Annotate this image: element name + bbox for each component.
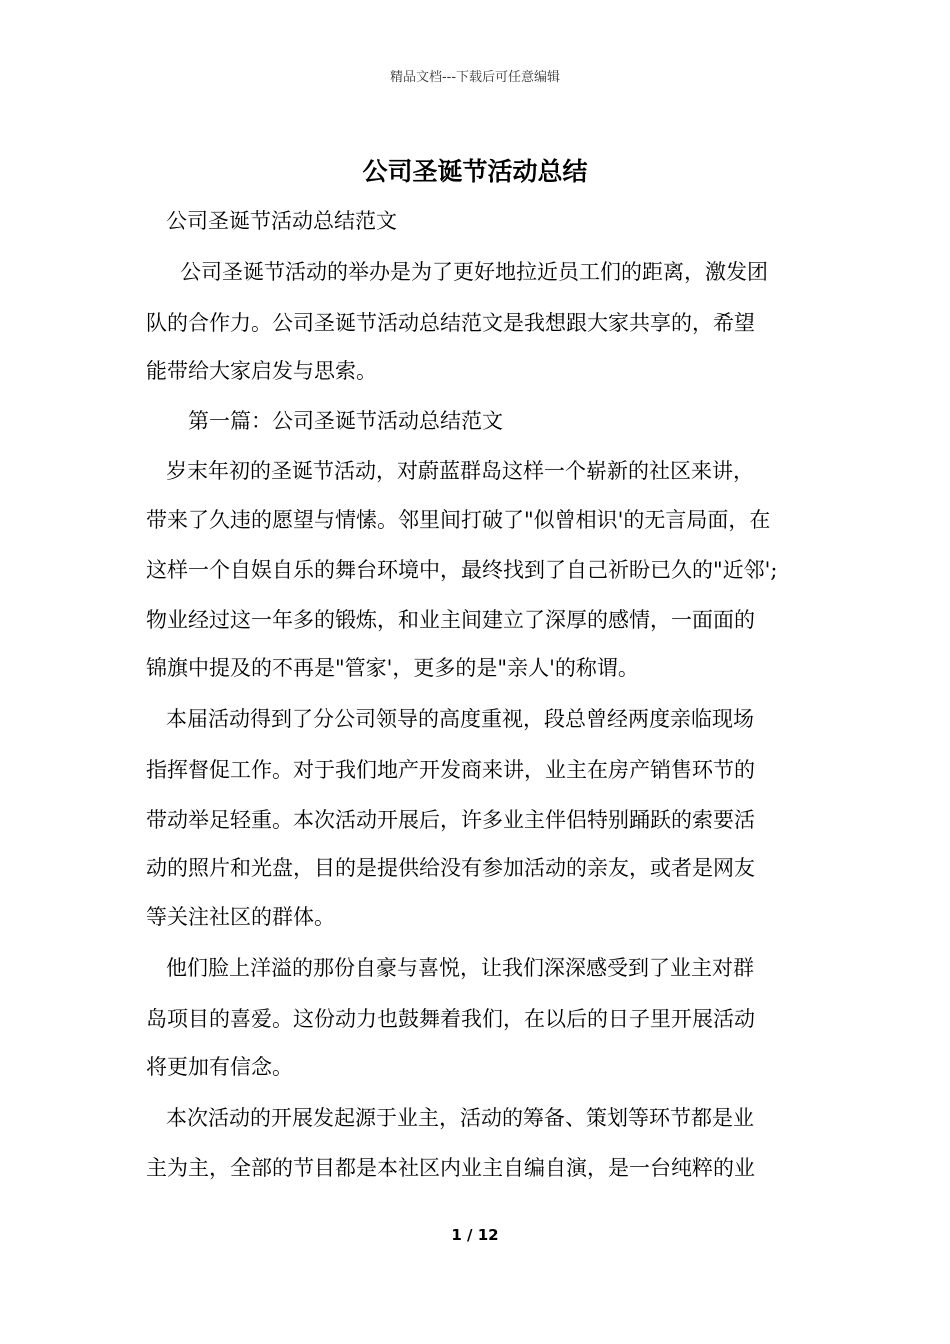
paragraph-line: 队的合作力。公司圣诞节活动总结范文是我想跟大家共享的，希望 xyxy=(146,311,755,335)
document-subtitle: 公司圣诞节活动总结范文 xyxy=(166,209,397,233)
paragraph-line: 将更加有信念。 xyxy=(146,1055,293,1079)
paragraph-line: 他们脸上洋溢的那份自豪与喜悦，让我们深深感受到了业主对群 xyxy=(166,956,754,980)
paragraph-line: 能带给大家启发与思索。 xyxy=(146,359,377,383)
section-heading: 第一篇：公司圣诞节活动总结范文 xyxy=(188,409,503,433)
paragraph-line: 锦旗中提及的不再是"管家'，更多的是"亲人'的称谓。 xyxy=(146,656,639,680)
paragraph-line: 等关注社区的群体。 xyxy=(146,905,335,929)
paragraph-line: 本届活动得到了分公司领导的高度重视，段总曾经两度亲临现场 xyxy=(166,707,754,731)
paragraph-line: 这样一个自娱自乐的舞台环境中，最终找到了自己祈盼已久的"近邻'; xyxy=(146,558,778,582)
paragraph-line: 主为主，全部的节目都是本社区内业主自编自演，是一台纯粹的业 xyxy=(146,1156,755,1180)
paragraph-line: 带来了久违的愿望与情愫。邻里间打破了"似曾相识'的无言局面，在 xyxy=(146,508,771,532)
paragraph-line: 动的照片和光盘，目的是提供给没有参加活动的亲友，或者是网友 xyxy=(146,856,755,880)
paragraph-line: 物业经过这一年多的锻炼，和业主间建立了深厚的感情，一面面的 xyxy=(146,608,755,632)
paragraph-line: 带动举足轻重。本次活动开展后，许多业主伴侣特别踊跃的索要活 xyxy=(146,808,755,832)
document-title: 公司圣诞节活动总结 xyxy=(362,157,588,186)
paragraph-line: 本次活动的开展发起源于业主，活动的筹备、策划等环节都是业 xyxy=(166,1106,754,1130)
paragraph-line: 指挥督促工作。对于我们地产开发商来讲，业主在房产销售环节的 xyxy=(146,758,755,782)
page-number: 1 / 12 xyxy=(451,1226,499,1244)
paragraph-line: 岁末年初的圣诞节活动，对蔚蓝群岛这样一个崭新的社区来讲， xyxy=(166,459,754,483)
header-note: 精品文档---下载后可任意编辑 xyxy=(389,70,561,85)
paragraph-line: 公司圣诞节活动的举办是为了更好地拉近员工们的距离，激发团 xyxy=(180,260,768,284)
paragraph-line: 岛项目的喜爱。这份动力也鼓舞着我们，在以后的日子里开展活动 xyxy=(146,1007,755,1031)
